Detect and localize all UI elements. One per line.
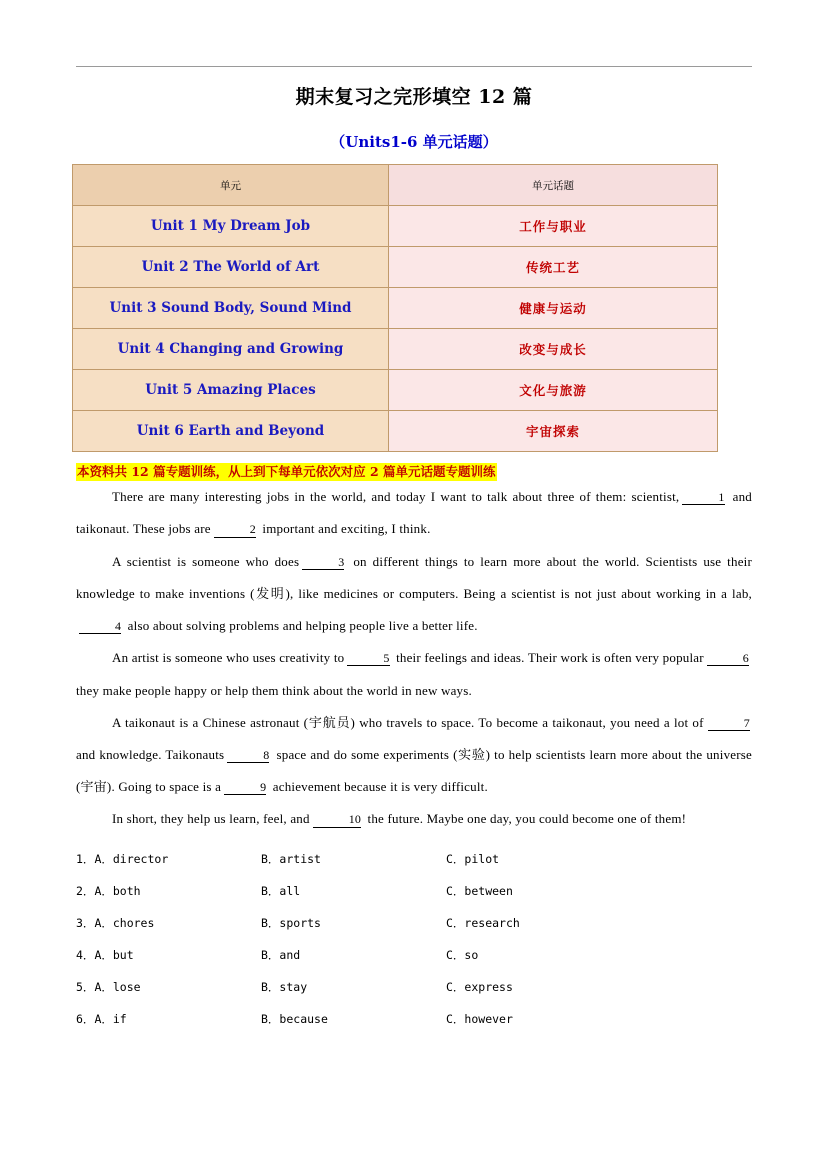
option-c[interactable]: C．however	[446, 1011, 513, 1026]
blank-7: 7	[708, 717, 750, 731]
option-a[interactable]	[76, 1004, 261, 1036]
table-row	[73, 411, 718, 452]
option-a-label: A．lose	[94, 979, 141, 994]
option-b[interactable]: B．artist	[261, 851, 321, 866]
page-title: 期末复习之完形填空 12 篇	[295, 86, 533, 108]
question-number: 1．	[76, 851, 95, 866]
paragraph-3-text-a: An artist is someone who uses creativity to	[112, 650, 345, 666]
option-b[interactable]: B．sports	[261, 915, 321, 930]
paragraph-1-text-c: important and exciting, I think.	[262, 521, 431, 537]
blank-2: 2	[214, 523, 256, 537]
cell-unit: Unit 4 Changing and Growing	[73, 329, 389, 370]
blank-9: 9	[224, 781, 266, 795]
option-b[interactable]: B．stay	[261, 979, 308, 994]
option-c[interactable]: C．pilot	[446, 851, 500, 866]
question-row	[76, 844, 752, 876]
blank-4: 4	[79, 620, 121, 634]
blank-1: 1	[682, 491, 724, 505]
passage-paragraph-3	[76, 642, 752, 706]
question-number: 2．	[76, 883, 95, 898]
question-number: 4．	[76, 947, 95, 962]
cell-topic: 健康与运动	[389, 288, 718, 329]
option-a-label: A．but	[94, 947, 134, 962]
question-options-list	[76, 844, 752, 1036]
option-a-label: A．if	[94, 1011, 127, 1026]
option-a[interactable]	[76, 972, 261, 1004]
question-row	[76, 972, 752, 1004]
cell-topic: 传统工艺	[389, 247, 718, 288]
option-a[interactable]	[76, 876, 261, 908]
paragraph-4-text-a: A taikonaut is a Chinese astronaut (宇航员) who travels to space. To become a taikonaut, you need a lot of	[112, 714, 704, 730]
passage-paragraph-4	[76, 707, 752, 804]
option-a[interactable]	[76, 844, 261, 876]
table-row	[73, 206, 718, 247]
paragraph-2-text-a: A scientist is someone who does	[112, 553, 300, 569]
paragraph-3-text-c: they make people happy or help them think about the world in new ways.	[76, 682, 472, 698]
table-row	[73, 370, 718, 411]
paragraph-4-text-c: space and do some experiments (实验) to help scientists learn more about the universe (宇宙). Going to space is a	[76, 747, 752, 795]
cell-topic: 文化与旅游	[389, 370, 718, 411]
passage-paragraph-1	[76, 481, 752, 545]
option-c[interactable]: C．express	[446, 979, 513, 994]
document-subtitle: （Units1-6 单元话题）	[330, 133, 498, 151]
blank-6: 6	[707, 652, 749, 666]
cell-topic: 工作与职业	[389, 206, 718, 247]
question-row	[76, 876, 752, 908]
table-row	[73, 329, 718, 370]
blank-8: 8	[227, 749, 269, 763]
column-header-topic: 单元话题	[389, 165, 718, 206]
cell-unit: Unit 6 Earth and Beyond	[73, 411, 389, 452]
question-number: 3．	[76, 915, 95, 930]
paragraph-5-text-b: the future. Maybe one day, you could become one of them!	[367, 811, 687, 827]
blank-10: 10	[313, 813, 361, 827]
question-row	[76, 940, 752, 972]
cell-unit: Unit 3 Sound Body, Sound Mind	[73, 288, 389, 329]
passage-paragraph-2	[76, 546, 752, 643]
cell-unit: Unit 1 My Dream Job	[73, 206, 389, 247]
header-divider	[76, 66, 752, 67]
option-a[interactable]	[76, 940, 261, 972]
cell-topic: 改变与成长	[389, 329, 718, 370]
question-row	[76, 1004, 752, 1036]
blank-3: 3	[302, 556, 344, 570]
option-a-label: A．director	[94, 851, 169, 866]
table-row	[73, 288, 718, 329]
highlighted-note: 本资料共 12 篇专题训练，从上到下每单元依次对应 2 篇单元话题专题训练	[76, 463, 497, 481]
cell-unit: Unit 2 The World of Art	[73, 247, 389, 288]
paragraph-2-text-b: on different things to learn more about the world. Scientists use their knowledge to make inventions (发明), like medicines or computers. Being a scientist is not just about working in a lab,	[76, 553, 752, 601]
option-b[interactable]: B．and	[261, 947, 301, 962]
option-a-label: A．chores	[94, 915, 155, 930]
option-c[interactable]: C．between	[446, 883, 513, 898]
option-c[interactable]: C．so	[446, 947, 479, 962]
option-c[interactable]: C．research	[446, 915, 520, 930]
option-a-label: A．both	[94, 883, 141, 898]
blank-5: 5	[347, 652, 389, 666]
question-number: 5．	[76, 979, 95, 994]
passage-paragraph-5	[76, 803, 752, 835]
cell-unit: Unit 5 Amazing Places	[73, 370, 389, 411]
paragraph-4-text-d: achievement because it is very difficult.	[272, 779, 488, 795]
paragraph-5-text-a: In short, they help us learn, feel, and	[112, 811, 310, 827]
table-row	[73, 247, 718, 288]
document-content	[76, 74, 752, 1036]
column-header-unit: 单元	[73, 165, 389, 206]
question-number: 6．	[76, 1011, 95, 1026]
option-a[interactable]	[76, 908, 261, 940]
option-b[interactable]: B．because	[261, 1011, 328, 1026]
paragraph-4-text-b: and knowledge. Taikonauts	[76, 747, 225, 762]
paragraph-3-text-b: their feelings and ideas. Their work is often very popular	[396, 650, 704, 666]
paragraph-1-text-a: There are many interesting jobs in the world, and today I want to talk about three of them: scientist,	[112, 489, 680, 505]
paragraph-2-text-c: also about solving problems and helping people live a better life.	[127, 618, 478, 634]
paragraph-1-text-b: and taikonaut. These jobs are	[76, 489, 752, 537]
cell-topic: 宇宙探索	[389, 411, 718, 452]
unit-topic-table	[72, 164, 718, 452]
question-row	[76, 908, 752, 940]
table-header-row	[73, 165, 718, 206]
option-b[interactable]: B．all	[261, 883, 301, 898]
